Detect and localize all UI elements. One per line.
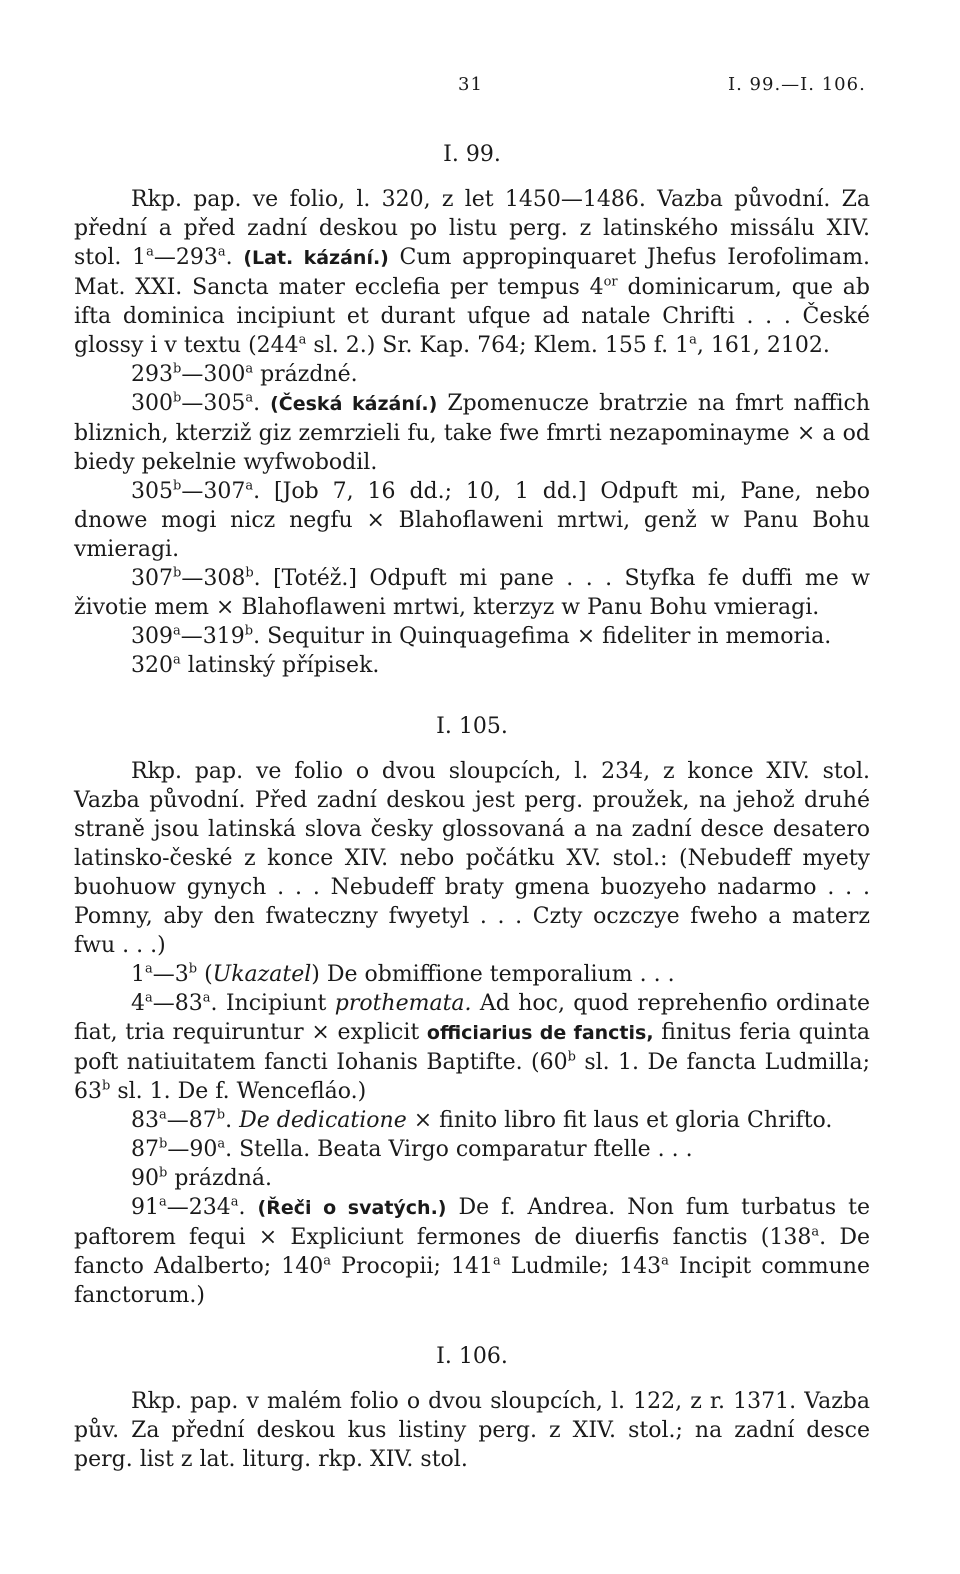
text-run: —87 [166, 1108, 217, 1133]
text-run: 305 [131, 479, 173, 504]
running-head-range: I. 99.—I. 106. [728, 74, 866, 95]
entry-paragraph [74, 477, 870, 564]
text-run: . [Totéž.] Odpuft mi pane . . . Styfka fe duffi me w životie mem × Blahoflaweni mrtwi, kterzyz w Panu Bohu vmieragi. [74, 566, 870, 620]
text-run: sl. 1. De fancta Ludmilla; 63 [74, 1050, 870, 1104]
superscript: b [173, 361, 182, 377]
entry-paragraph [74, 1106, 870, 1135]
text-run: —90 [167, 1137, 218, 1162]
text-run: Cum appropinquaret Jhefus Ierofolimam. Mat. XXI. Sancta mater ecclefia per tempus 4 [74, 245, 870, 300]
superscript: b [102, 1078, 111, 1094]
entry-paragraph [74, 360, 870, 389]
entry-paragraph [74, 1164, 870, 1193]
text-run: 307 [131, 566, 173, 591]
text-run: . Stella. Beata Virgo comparatur ftelle . . . [225, 1137, 693, 1162]
text-run: . Sequitur in Quinquagefima × fideliter in memoria. [253, 624, 832, 649]
superscript: b [173, 565, 182, 581]
title-gap [74, 1371, 870, 1387]
entry-paragraph [74, 1193, 870, 1310]
title-gap [74, 169, 870, 185]
text-run: —307 [181, 479, 246, 504]
text-run: . [225, 1108, 240, 1133]
text-run: 309 [131, 624, 173, 649]
superscript: a [217, 1136, 226, 1152]
entry-paragraph [74, 1387, 870, 1474]
text-run: finitus feria quinta poft natiuitatem fancti Iohanis Baptifte. (60 [74, 1020, 871, 1075]
title-gap [74, 741, 870, 757]
text-run: Rkp. pap. v malém folio o dvou sloupcích, l. 122, z r. 1371. Vazba pův. Za přední deskou kus listiny perg. z XIV. stol.; na zadní desce perg. list z lat. liturg. rkp. XIV. stol. [74, 1389, 870, 1472]
section-title: I. 106. [436, 1344, 508, 1369]
text-run: Rkp. pap. ve folio o dvou sloupcích, l. 234, z konce XIV. stol. Vazba původní. Před zadní deskou jest perg. proužek, na jehož druhé straně jsou latinská slova česky glossovaná a na zadní desce desatero latinsko-české z konce XIV. nebo počátku XV. stol.: (Nebudeff myety buohuow gynych . . . Nebudeff braty gmena buozyeho nadarmo . . . Pomny, aby den fwateczny fwyetyl . . . Czty oczczye fweho a materz fwu . . .) [74, 759, 870, 958]
section-title: I. 99. [443, 142, 501, 167]
section-gap [74, 1310, 870, 1342]
superscript: b [159, 1136, 168, 1152]
entry-paragraph [74, 651, 870, 680]
text-run: . [238, 1195, 258, 1220]
text-run: —319 [180, 624, 245, 649]
section-gap [74, 680, 870, 712]
text-run: 1 [131, 962, 145, 987]
text-run: 87 [131, 1137, 159, 1162]
text-run: —300 [181, 362, 246, 387]
text-run: 90 [131, 1166, 159, 1191]
text-run: Procopii; 141 [331, 1254, 493, 1279]
page-number: 31 [458, 74, 483, 95]
superscript: a [661, 1253, 669, 1269]
superscript: b [159, 1165, 168, 1181]
text-run: 83 [131, 1108, 159, 1133]
text-run: 4 [131, 991, 145, 1016]
text-run: . Incipiunt [210, 991, 335, 1016]
superscript: a [245, 390, 254, 406]
superscript: a [492, 1253, 501, 1269]
bold-heading: (Česká kázání.) [270, 393, 438, 415]
text-run: Zpomenucze bratrzie na fmrt naffich bliznich, kterziž giz zemrzieli fu, take fwe fmrti nezapominayme × a od biedy pekelnie wyfwobodil. [74, 391, 870, 475]
entry-paragraph [74, 989, 870, 1106]
entry-paragraph [74, 960, 870, 989]
text-run: , 161, 2102. [696, 333, 830, 358]
text-run: Rkp. pap. ve folio, l. 320, z let 1450—1486. Vazba původní. Za přední a před zadní deskou po listu perg. z latinského missálu XIV. stol. 1 [74, 187, 870, 270]
superscript: a [323, 1253, 332, 1269]
text-run: . [253, 391, 271, 416]
superscript: b [567, 1049, 576, 1065]
italic-text: prothemata. [334, 991, 472, 1016]
text-run: Ludmile; 143 [500, 1254, 662, 1279]
text-run: sl. 2.) Sr. Kap. 764; Klem. 155 f. 1 [306, 333, 690, 358]
text-run: 91 [131, 1195, 159, 1220]
superscript: a [159, 1107, 167, 1123]
bold-heading: (Lat. kázání.) [243, 247, 389, 269]
superscript: a [245, 478, 254, 494]
superscript: a [298, 332, 307, 348]
text-run: 300 [131, 391, 173, 416]
superscript: a [245, 361, 254, 377]
superscript: a [173, 652, 181, 668]
entry-paragraph [74, 564, 870, 622]
text-run: . [Job 7, 16 dd.; 10, 1 dd.] Odpuft mi, Pane, nebo dnowe mogi nicz negfu × Blahoflaweni mrtwi, genž w Panu Bohu vmieragi. [74, 479, 870, 562]
document-body [74, 140, 870, 1474]
text-run: 293 [131, 362, 173, 387]
text-run: —293 [153, 245, 218, 270]
text-run: 320 [131, 653, 173, 678]
text-run: De f. Andrea. Non fum turbatus te paftorem fequi × Expliciunt fermones de diuerfis fanctis (138 [74, 1195, 870, 1250]
text-run: . [225, 245, 244, 270]
superscript: a [145, 990, 153, 1006]
entry-paragraph [74, 1135, 870, 1164]
superscript: a [811, 1224, 820, 1240]
bold-heading: officiarius de fanctis, [426, 1022, 654, 1044]
text-run: —83 [152, 991, 203, 1016]
text-run: dominicarum, que ab ifta dominica incipiunt et durant ufque ad natale Chrifti . . . České glossy i v textu (244 [74, 275, 870, 358]
text-run: prázdná. [167, 1166, 272, 1191]
superscript: a [146, 244, 154, 260]
section-title: I. 105. [436, 714, 508, 739]
superscript: a [217, 244, 226, 260]
entry-paragraph [74, 389, 870, 477]
text-run: ) De obmiffione temporalium . . . [311, 962, 675, 987]
superscript: b [216, 1107, 226, 1123]
entry-paragraph [74, 622, 870, 651]
italic-text: Ukazatel [212, 962, 312, 987]
superscript: a [145, 961, 153, 977]
superscript: a [689, 332, 697, 348]
text-run: —234 [166, 1195, 231, 1220]
superscript: a [202, 990, 211, 1006]
superscript: b [188, 961, 198, 977]
entry-paragraph [74, 757, 870, 960]
text-run: sl. 1. De f. Wencefláo.) [110, 1079, 367, 1104]
text-run: Ad hoc, quod reprehenfio ordinate fiat, tria requiruntur × explicit [74, 991, 871, 1045]
superscript: a [173, 623, 181, 639]
text-run: × finito libro fit laus et gloria Chrifto. [406, 1108, 833, 1133]
text-run: —308 [181, 566, 246, 591]
text-run: latinský přípisek. [180, 653, 380, 678]
superscript: b [173, 478, 182, 494]
superscript: b [245, 565, 254, 581]
superscript: or [603, 274, 618, 290]
superscript: a [230, 1194, 239, 1210]
superscript: b [244, 623, 254, 639]
text-run: Incipit commune fanctorum.) [74, 1254, 870, 1308]
italic-text: De dedicatione [239, 1108, 407, 1133]
text-run: prázdné. [253, 362, 358, 387]
text-run: . De fancto Adalberto; 140 [74, 1225, 870, 1279]
text-run: ( [197, 962, 213, 987]
text-run: —305 [181, 391, 246, 416]
entry-paragraph [74, 185, 870, 360]
superscript: b [173, 390, 182, 406]
superscript: a [159, 1194, 167, 1210]
bold-heading: (Řeči o svatých.) [257, 1197, 447, 1219]
text-run: —3 [152, 962, 189, 987]
